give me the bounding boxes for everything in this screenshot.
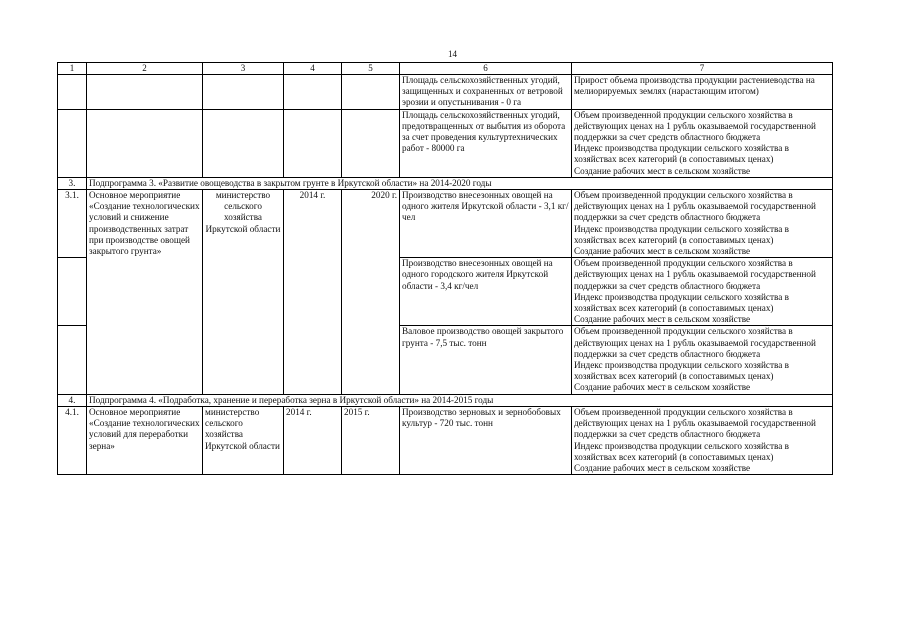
end-year: 2020 г. xyxy=(342,190,400,395)
empty-cell xyxy=(58,109,87,177)
table-row xyxy=(58,75,833,110)
table-row xyxy=(58,109,833,177)
indicator-line: Объем произведенной продукции сельского хозяйства в действующих ценах на 1 рубль оказываемой государственной поддержки за счет средств областного бюджета xyxy=(574,190,816,223)
indicator-line: Объем произведенной продукции сельского хозяйства в действующих ценах на 1 рубль оказываемой государственной поддержки за счет средств областного бюджета xyxy=(574,406,816,440)
target-indicator-cell: Площадь сельскохозяйственных угодий, предотвращенных от выбытия из оборота за счет проведения культуртехнических работ - 80000 га xyxy=(400,109,572,177)
indicator-line: Индекс производства продукции сельского хозяйства в хозяйствах всех категорий (в сопоставимых ценах) xyxy=(574,143,789,165)
column-number: 3 xyxy=(203,63,284,75)
page-number: 14 xyxy=(448,49,457,59)
measure-name: Основное мероприятие «Создание технологических условий для переработки зерна» xyxy=(87,406,203,474)
empty-cell xyxy=(58,326,87,394)
indicator-line: Создание рабочих мест в сельском хозяйстве xyxy=(574,165,751,176)
empty-cell xyxy=(284,109,342,177)
column-number: 5 xyxy=(342,63,400,75)
empty-cell xyxy=(342,109,400,177)
table-row xyxy=(58,190,833,258)
executor: министерство сельского хозяйства Иркутской области xyxy=(203,406,284,474)
indicator-line: Индекс производства продукции сельского хозяйства в хозяйствах всех категорий (в сопоставимых ценах) xyxy=(574,440,789,462)
empty-cell xyxy=(58,258,87,326)
indicator-line: Создание рабочих мест в сельском хозяйстве xyxy=(574,382,751,393)
program-table xyxy=(57,62,833,475)
performance-indicator-cell xyxy=(572,326,833,394)
column-number: 4 xyxy=(284,63,342,75)
empty-cell xyxy=(87,109,203,177)
performance-indicator-cell xyxy=(572,75,833,110)
row-number: 3. xyxy=(58,177,87,189)
indicator-line: Индекс производства продукции сельского хозяйства в хозяйствах всех категорий (в сопоставимых ценах) xyxy=(574,291,789,314)
subprogram-row xyxy=(58,177,833,189)
start-year: 2014 г. xyxy=(284,406,342,474)
target-indicator-cell: Производство зерновых и зернобобовых культур - 720 тыс. тонн xyxy=(400,406,572,474)
row-number: 4. xyxy=(58,394,87,406)
indicator-line: Создание рабочих мест в сельском хозяйстве xyxy=(574,246,751,257)
row-number: 4.1. xyxy=(58,406,87,474)
indicator-line: Объем произведенной продукции сельского хозяйства в действующих ценах на 1 рубль оказываемой государственной поддержки за счет средств областного бюджета xyxy=(574,258,816,291)
indicator-line: Прирост объема производства продукции растениеводства на мелиорируемых землях (нарастающим итогом) xyxy=(574,75,815,97)
column-number: 1 xyxy=(58,63,87,75)
performance-indicator-cell xyxy=(572,406,833,474)
column-number: 6 xyxy=(400,63,572,75)
indicator-line: Создание рабочих мест в сельском хозяйстве xyxy=(574,462,751,473)
start-year: 2014 г. xyxy=(284,190,342,395)
target-indicator-cell: Производство внесезонных овощей на одного жителя Иркутской области - 3,1 кг/чел xyxy=(400,190,572,258)
indicator-line: Объем произведенной продукции сельского хозяйства в действующих ценах на 1 рубль оказываемой государственной поддержки за счет средств областного бюджета xyxy=(574,109,816,143)
indicator-line: Индекс производства продукции сельского хозяйства в хозяйствах всех категорий (в сопоставимых ценах) xyxy=(574,360,789,382)
empty-cell xyxy=(203,109,284,177)
measure-name: Основное мероприятие «Создание технологических условий и снижение производственных затрат при производстве овощей закрытого грунта» xyxy=(87,190,203,395)
table-row xyxy=(58,406,833,474)
subprogram-title: Подпрограмма 3. «Развитие овощеводства в закрытом грунте в Иркутской области» на 2014-2020 годы xyxy=(87,177,833,189)
performance-indicator-cell xyxy=(572,190,833,258)
executor: министерство сельского хозяйства Иркутской области xyxy=(203,190,284,395)
table-body xyxy=(58,63,833,475)
empty-cell xyxy=(342,75,400,110)
end-year: 2015 г. xyxy=(342,406,400,474)
target-indicator-cell: Валовое производство овощей закрытого грунта - 7,5 тыс. тонн xyxy=(400,326,572,394)
performance-indicator-cell xyxy=(572,109,833,177)
empty-cell xyxy=(284,75,342,110)
subprogram-title: Подпрограмма 4. «Подработка, хранение и переработка зерна в Иркутской области» на 2014-2015 годы xyxy=(87,394,833,406)
indicator-line: Создание рабочих мест в сельском хозяйстве xyxy=(574,314,751,325)
column-number-row xyxy=(58,63,833,75)
subprogram-row xyxy=(58,394,833,406)
empty-cell xyxy=(203,75,284,110)
empty-cell xyxy=(87,75,203,110)
performance-indicator-cell xyxy=(572,258,833,326)
empty-cell xyxy=(58,75,87,110)
row-number: 3.1. xyxy=(58,190,87,258)
indicator-line: Объем произведенной продукции сельского хозяйства в действующих ценах на 1 рубль оказываемой государственной поддержки за счет средств областного бюджета xyxy=(574,326,816,359)
target-indicator-cell: Производство внесезонных овощей на одного городского жителя Иркутской области - 3,4 кг/чел xyxy=(400,258,572,326)
column-number: 7 xyxy=(572,63,833,75)
target-indicator-cell: Площадь сельскохозяйственных угодий, защищенных и сохраненных от ветровой эрозии и опустынивания - 0 га xyxy=(400,75,572,110)
column-number: 2 xyxy=(87,63,203,75)
indicator-line: Индекс производства продукции сельского хозяйства в хозяйствах всех категорий (в сопоставимых ценах) xyxy=(574,223,789,245)
